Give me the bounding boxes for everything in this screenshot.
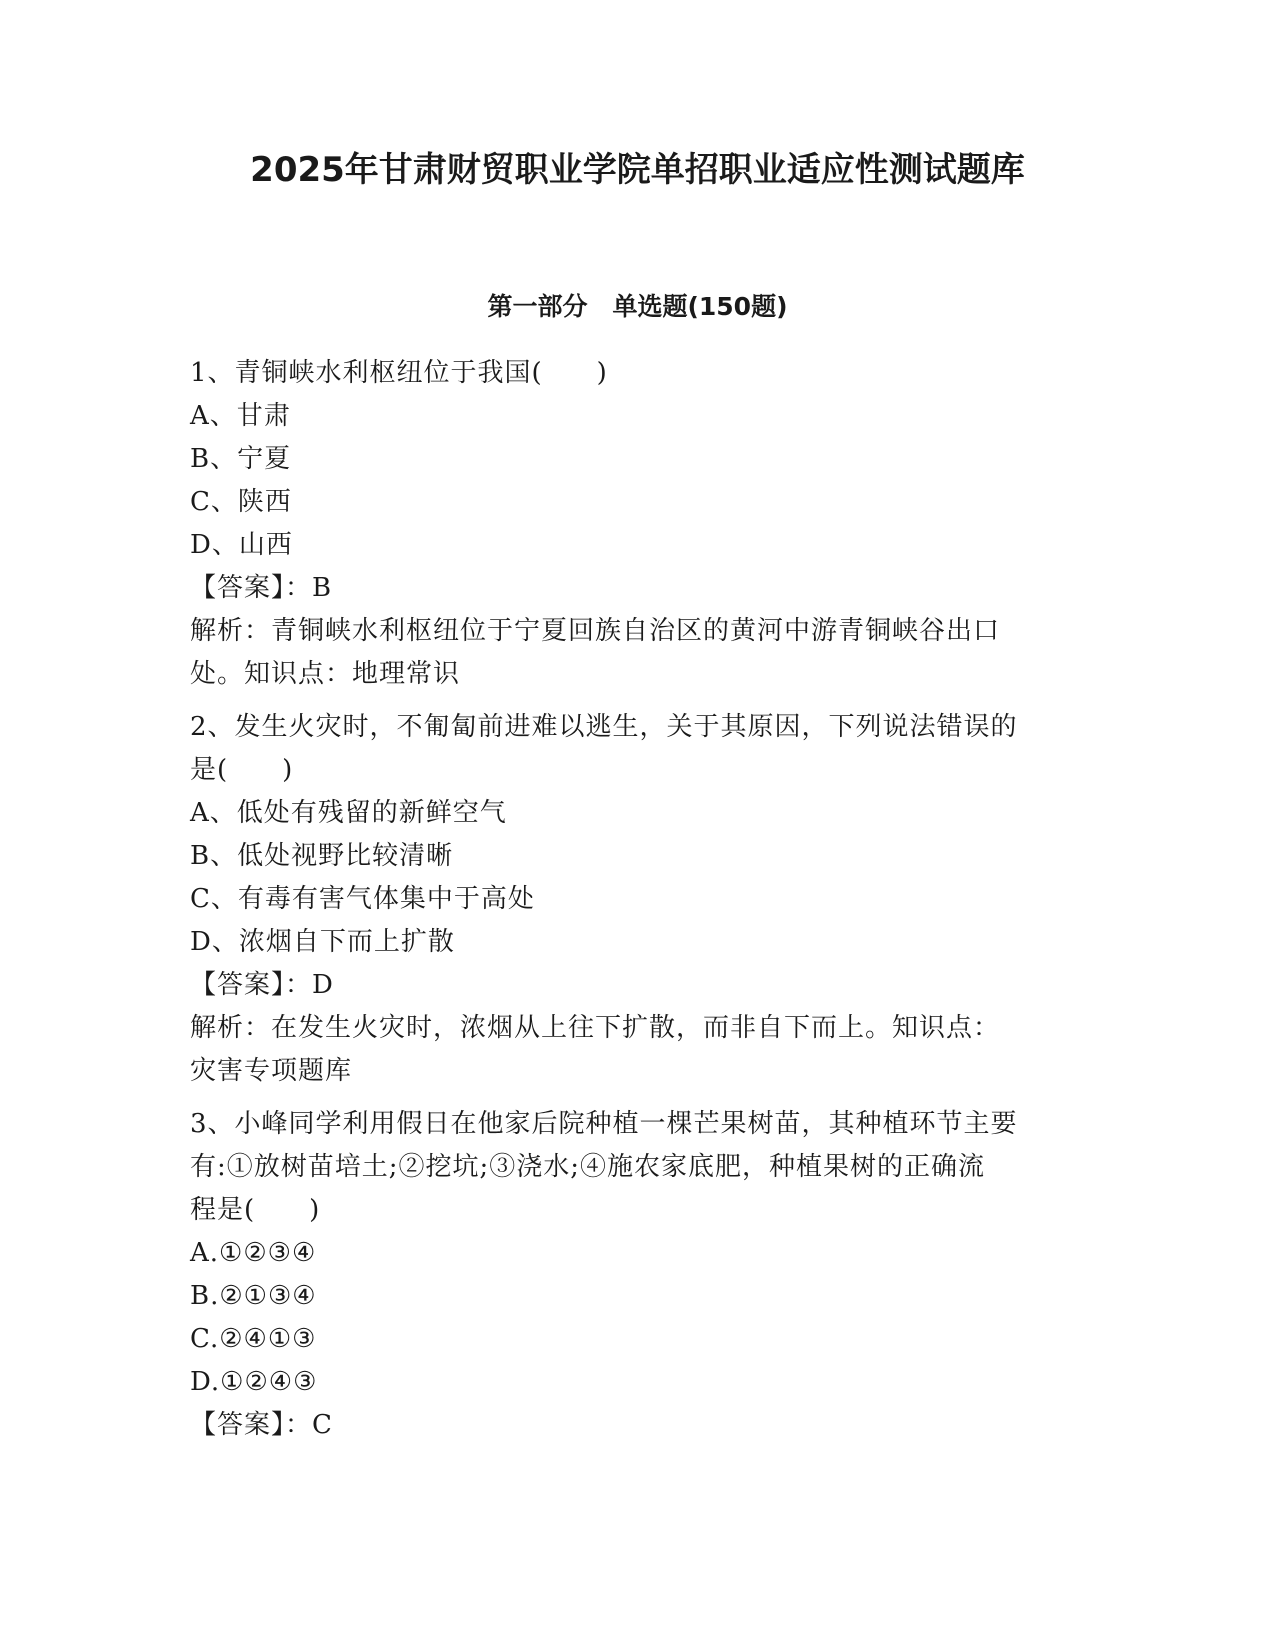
option-a: A、甘肃 bbox=[190, 401, 291, 431]
analysis: 解析：青铜峡水利枢纽位于宁夏回族自治区的黄河中游青铜峡谷出口 bbox=[190, 616, 1001, 646]
option-a: A、低处有残留的新鲜空气 bbox=[190, 798, 507, 828]
question-2 bbox=[190, 706, 1090, 1093]
question-list bbox=[190, 352, 1090, 1457]
answer: 【答案】：D bbox=[190, 970, 334, 1000]
option-b: B.②①③④ bbox=[190, 1281, 317, 1311]
option-c: C.②④①③ bbox=[190, 1324, 317, 1354]
document-title: 2025年甘肃财贸职业学院单招职业适应性测试题库 bbox=[250, 150, 1025, 190]
option-c: C、陕西 bbox=[190, 487, 292, 517]
option-b: B、低处视野比较清晰 bbox=[190, 841, 454, 871]
analysis: 灾害专项题库 bbox=[190, 1056, 353, 1086]
option-b: B、宁夏 bbox=[190, 444, 292, 474]
option-d: D、浓烟自下而上扩散 bbox=[190, 927, 455, 957]
analysis: 处。知识点：地理常识 bbox=[190, 659, 461, 689]
option-a: A.①②③④ bbox=[190, 1238, 317, 1268]
question-stem: 是( ) bbox=[190, 755, 294, 785]
analysis: 解析：在发生火灾时，浓烟从上往下扩散，而非自下而上。知识点： bbox=[190, 1013, 1001, 1043]
question-1 bbox=[190, 352, 1090, 696]
answer: 【答案】：B bbox=[190, 573, 333, 603]
section-title: 第一部分 单选题(150题) bbox=[487, 292, 788, 321]
question-stem: 2、发生火灾时，不匍匐前进难以逃生，关于其原因，下列说法错误的 bbox=[190, 712, 1018, 742]
option-d: D、山西 bbox=[190, 530, 293, 560]
question-stem: 有:①放树苗培土;②挖坑;③浇水;④施农家底肥，种植果树的正确流 bbox=[190, 1152, 986, 1182]
option-d: D.①②④③ bbox=[190, 1367, 318, 1397]
answer: 【答案】：C bbox=[190, 1410, 333, 1440]
option-c: C、有毒有害气体集中于高处 bbox=[190, 884, 535, 914]
question-3 bbox=[190, 1103, 1090, 1447]
question-stem: 3、小峰同学利用假日在他家后院种植一棵芒果树苗，其种植环节主要 bbox=[190, 1109, 1018, 1139]
question-stem: 1、青铜峡水利枢纽位于我国( ) bbox=[190, 358, 608, 388]
question-stem: 程是( ) bbox=[190, 1195, 321, 1225]
